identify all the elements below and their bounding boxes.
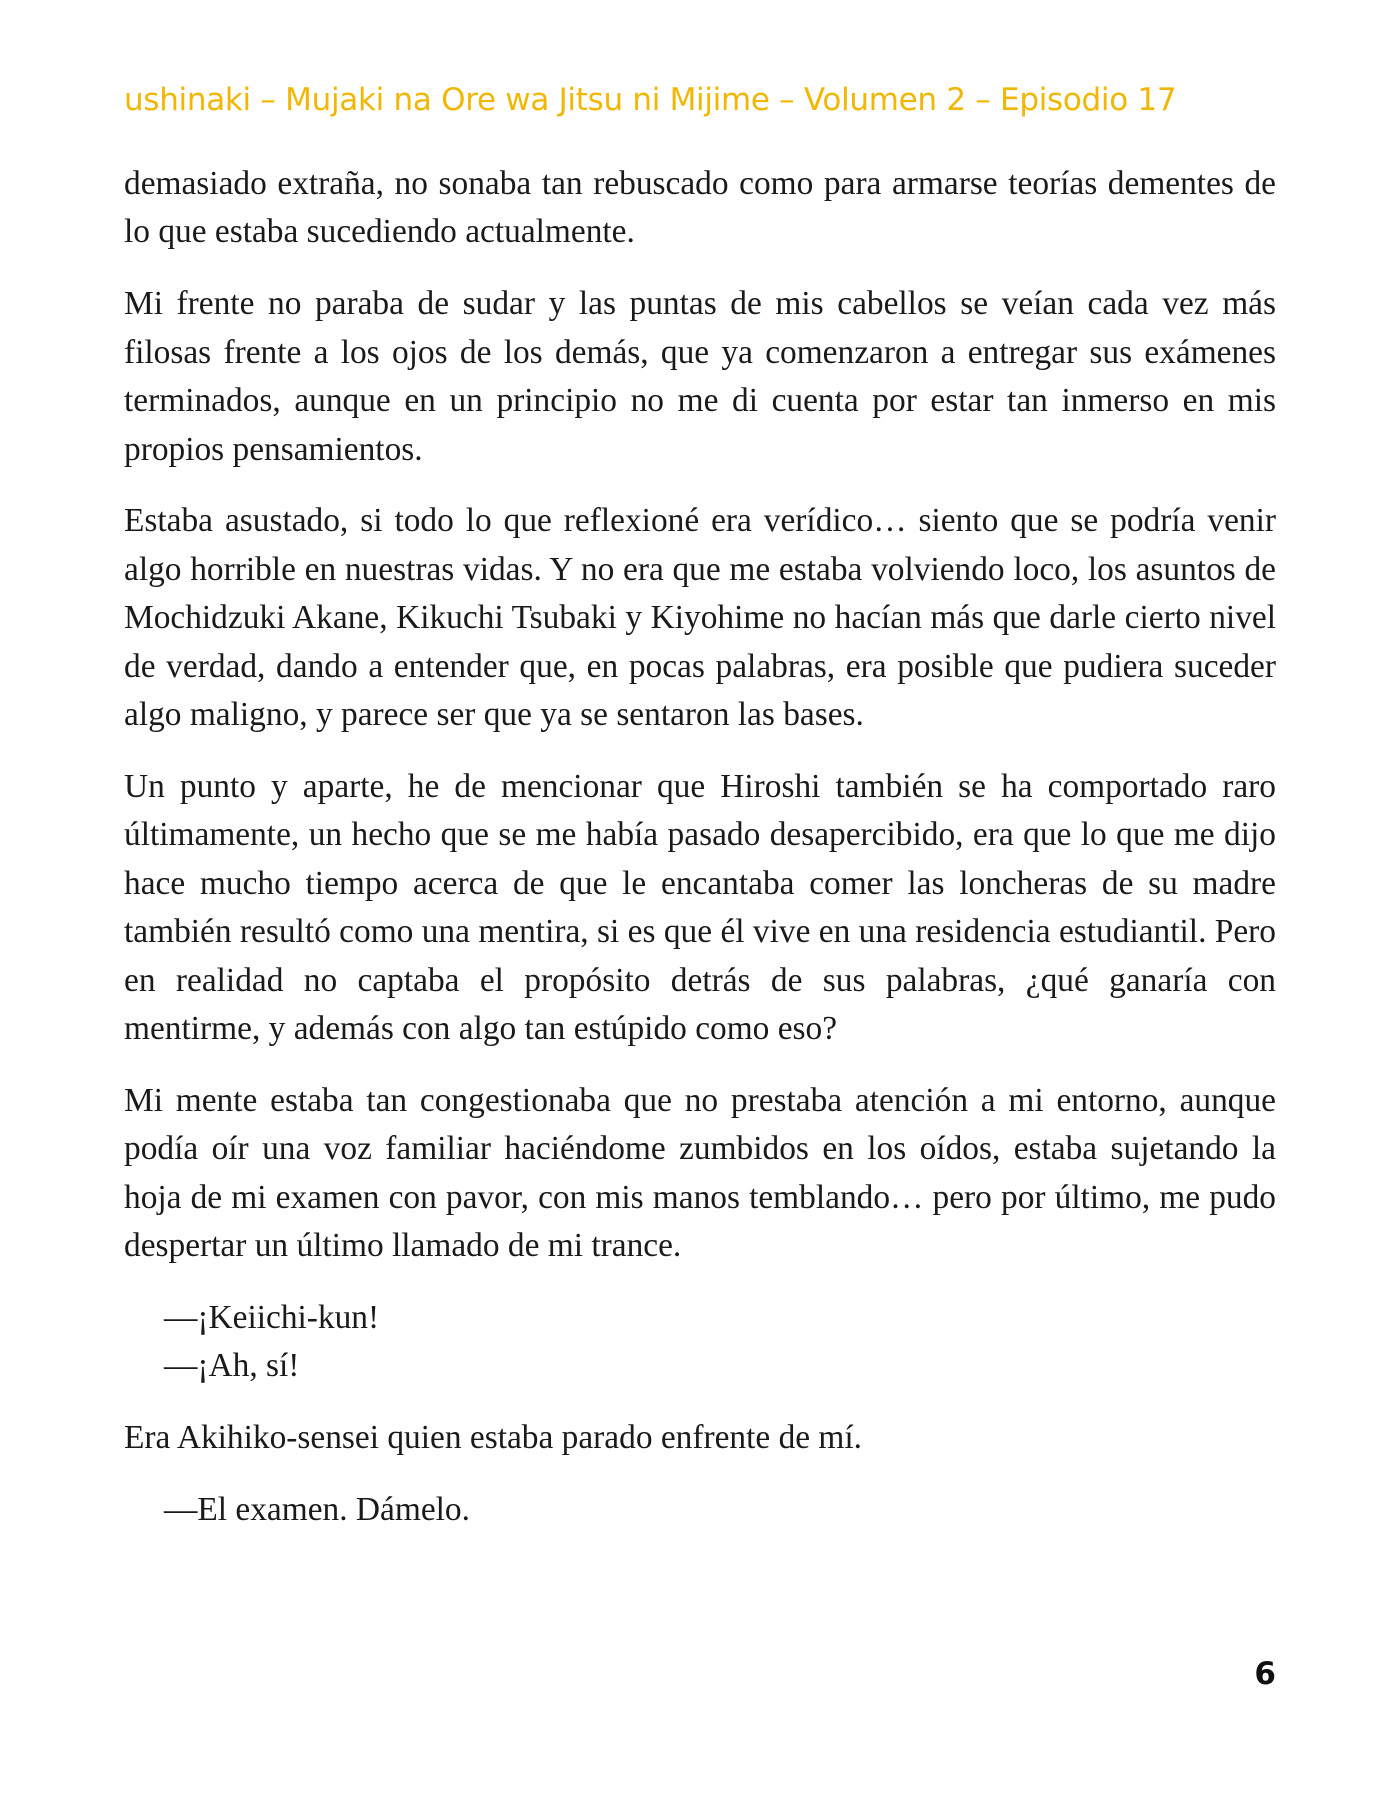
dialogue-line-1: —¡Keiichi-kun!	[164, 1299, 380, 1337]
dialogue-group-2	[124, 1486, 1276, 1534]
paragraph-4: Un punto y aparte, he de mencionar que Hiroshi también se ha comportado raro últimamente, un hecho que se me había pasado desapercibido, era que lo que me dijo hace mucho tiempo acerca de que le encantaba comer las loncheras de su madre también resultó como una mentira, si es que él vive en una residencia estudiantil. Pero en realidad no captaba el propósito detrás de sus palabras, ¿qué ganaría con mentirme, y además con algo tan estúpido como eso?	[124, 767, 1276, 1047]
page-number: 6	[1254, 1656, 1276, 1692]
paragraph-5: Mi mente estaba tan congestionaba que no prestaba atención a mi entorno, aunque podía oír una voz familiar haciéndome zumbidos en los oídos, estaba sujetando la hoja de mi examen con pavor, con mis manos temblando… pero por último, me pudo despertar un último llamado de mi trance.	[124, 1081, 1276, 1265]
page-header: ushinaki – Mujaki na Ore wa Jitsu ni Mijime – Volumen 2 – Episodio 17	[124, 82, 1177, 118]
paragraph-6: Era Akihiko-sensei quien estaba parado enfrente de mí.	[124, 1419, 863, 1457]
dialogue-line-3: —El examen. Dámelo.	[164, 1491, 470, 1529]
page-body	[124, 160, 1276, 1558]
dialogue-line-2: —¡Ah, sí!	[164, 1347, 300, 1385]
paragraph-1: demasiado extraña, no sonaba tan rebuscado como para armarse teorías dementes de lo que estaba sucediendo actualmente.	[124, 165, 1276, 251]
paragraph-2: Mi frente no paraba de sudar y las puntas de mis cabellos se veían cada vez más filosas frente a los ojos de los demás, que ya comenzaron a entregar sus exámenes terminados, aunque en un principio no me di cuenta por estar tan inmerso en mis propios pensamientos.	[124, 285, 1276, 468]
dialogue-group-1	[124, 1294, 1276, 1391]
paragraph-3: Estaba asustado, si todo lo que reflexioné era verídico… siento que se podría venir algo horrible en nuestras vidas. Y no era que me estaba volviendo loco, los asuntos de Mochidzuki Akane, Kikuchi Tsubaki y Kiyohime no hacían más que darle cierto nivel de verdad, dando a entender que, en pocas palabras, era posible que pudiera suceder algo maligno, y parece ser que ya se sentaron las bases.	[124, 502, 1276, 734]
